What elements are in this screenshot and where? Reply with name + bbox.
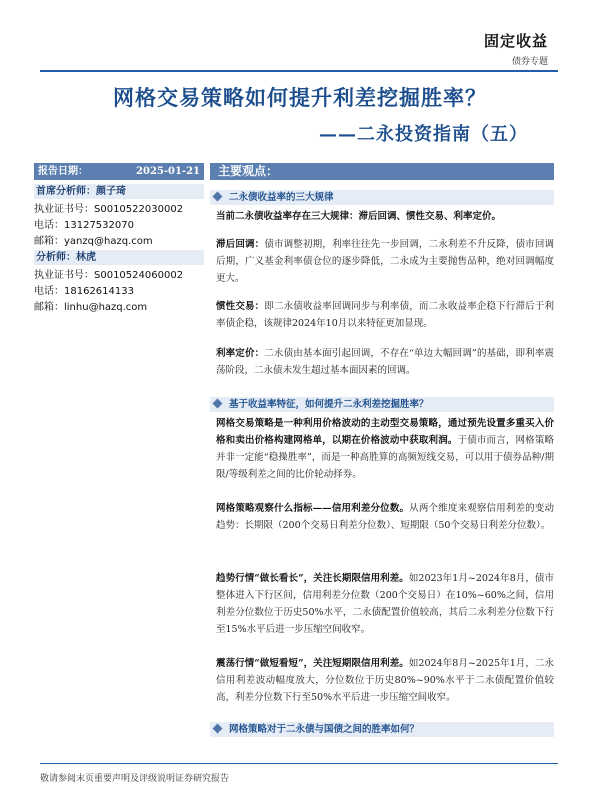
section2-para-indicator	[216, 500, 554, 534]
analyst-phone: 电话：18162614133	[34, 286, 134, 297]
lag-body: 债市调整初期，利率往往先一步回调，二永利差不升反降，债市回调后期，广义基金利率债仓位的逐步降低，二永成为主要抛售品种，绝对回调幅度更大。	[216, 239, 554, 284]
diamond-bullet-icon	[213, 399, 223, 409]
report-subcategory: 债券专题	[511, 57, 548, 67]
inertia-body: 即二永债收益率回调同步与利率债，而二永收益率企稳下行滞后于利率债企稳，该规律2024年10月以来特征更加显现。	[216, 301, 554, 329]
main-points-header	[210, 163, 554, 180]
indicator-rest: 从两个维度来观察信用利差的变动趋势：长期限（200个交易日利差分位数）、短期限（50个交易日利差分位数）。	[216, 503, 554, 531]
indicator-bold: 网格策略观察什么指标——信用利差分位数。	[216, 503, 410, 514]
section1-para-pricing	[216, 345, 554, 379]
section2-para-grid	[216, 415, 554, 483]
section-heading-1	[210, 190, 554, 205]
section-title-3: 网格策略对于二永债与国债之间的胜率如何？	[229, 724, 420, 735]
chief-analyst-email[interactable]: 邮箱：yanzq@hazq.com	[34, 236, 153, 247]
diamond-bullet-icon	[213, 192, 223, 202]
inertia-lead: 惯性交易：	[216, 301, 265, 312]
range-rest: 如2024年8月~2025年1月，二永信用利差波动幅度放大，分位数位于历史80%~90%水平于二永债配置价值较高，利差分位数下行至50%水平后进一步压缩空间收窄。	[216, 658, 555, 703]
lag-lead: 滞后回调：	[216, 239, 265, 250]
main-points-heading: 主要观点：	[210, 163, 554, 180]
chief-analyst-name: 首席分析师：颜子琦	[34, 184, 204, 199]
grid-bold: 网格交易策略是一种利用价格波动的主动型交易策略，通过预先设置多重买入价格和卖出价格构建网格单，以期在价格波动中获取利润。	[216, 418, 554, 446]
analyst-cert: 执业证书号：S0010524060002	[34, 270, 184, 281]
grid-rest: 于债市而言，网格策略并非一定能“稳操胜率”，而是一种高胜算的高频短线交易，可以用于债券品种/期限/等级利差之间的比价轮动择券。	[216, 435, 554, 480]
section1-intro-text: 当前二永债收益率存在三大规律：滞后回调、惯性交易、利率定价。	[216, 211, 502, 222]
section-heading-3	[210, 722, 554, 737]
section-title-2: 基于收益率特征，如何提升二永利差挖掘胜率？	[229, 399, 429, 410]
analyst-name: 分析师：林虎	[34, 250, 204, 265]
section1-intro	[216, 208, 554, 225]
trend-rest: 如2023年1月~2024年8月，债市整体进入下行区间，信用利差分位数（200个交易日）在10%~60%之间，信用利差分位数位于历史50%水平，二永债配置价值较高，其后二永利差分位数下行至15%水平后进一步压缩空间收窄。	[216, 573, 555, 635]
chief-analyst-cert: 执业证书号：S0010522030002	[34, 204, 184, 215]
section2-para-range	[216, 655, 554, 706]
diamond-bullet-icon	[213, 724, 223, 734]
section-title-1: 二永债收益率的三大规律	[229, 192, 334, 203]
pricing-lead: 利率定价：	[216, 348, 265, 359]
header-divider	[40, 70, 558, 72]
section1-para-inertia	[216, 298, 554, 332]
chief-analyst-phone: 电话：13127532070	[34, 220, 134, 231]
section-heading-2	[210, 397, 554, 412]
analyst-sidebar	[34, 163, 204, 316]
section1-para-lag	[216, 236, 554, 287]
report-date-value: 2025-01-21	[136, 166, 200, 177]
report-subtitle: ——二永投资指南（五）	[319, 124, 528, 145]
report-title: 网格交易策略如何提升利差挖掘胜率？	[113, 85, 487, 110]
footer-disclaimer: 敬请参阅末页重要声明及评级说明证券研究报告	[40, 774, 230, 784]
range-bold: 震荡行情“做短看短”，关注短期限信用利差。	[216, 658, 409, 669]
footer-divider	[40, 763, 558, 764]
report-date-label: 报告日期：	[38, 166, 88, 177]
trend-bold: 趋势行情“做长看长”，关注长期限信用利差。	[216, 573, 409, 584]
report-category: 固定收益	[483, 32, 548, 50]
section2-para-trend	[216, 570, 554, 638]
analyst-email[interactable]: 邮箱：linhu@hazq.com	[34, 302, 148, 313]
pricing-body: 二永债由基本面引起回调，不存在“单边大幅回调”的基础，即利率震荡阶段，二永债未发生超过基本面因素的回调。	[216, 348, 554, 376]
report-date-bar	[34, 163, 204, 180]
